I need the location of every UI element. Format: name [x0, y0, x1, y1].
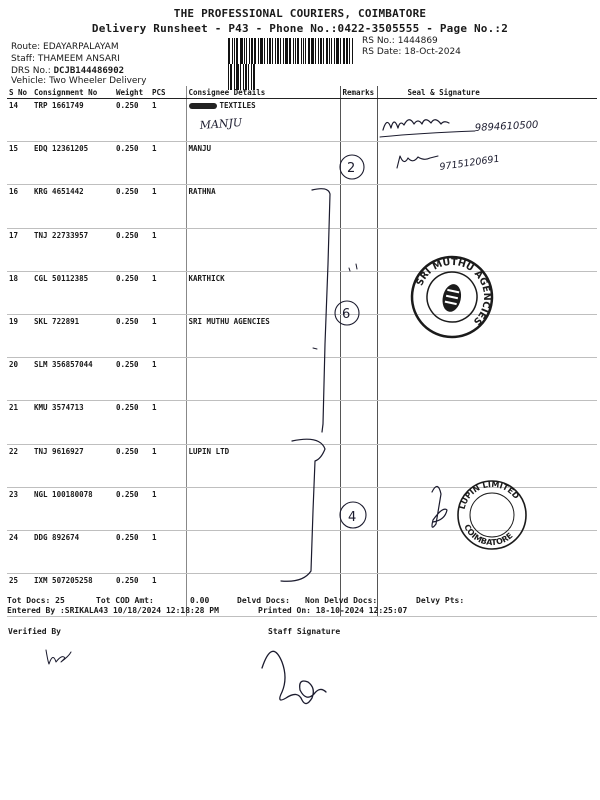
cell-consignment: EDQ 12361205 — [32, 142, 114, 185]
verified-by-label: Verified By — [8, 627, 61, 636]
col-weight: Weight — [114, 86, 150, 99]
tot-docs: Tot Docs: 25 — [7, 596, 65, 605]
cell-consignment: TNJ 22733957 — [32, 228, 114, 271]
consignee-text: TEXTILES — [219, 101, 256, 110]
cell-consignment: SKL 722891 — [32, 314, 114, 357]
handwritten-name-row14: MANJU — [199, 116, 243, 132]
lupin-stamp — [458, 480, 526, 549]
vehicle-label: Vehicle: — [11, 76, 47, 86]
route-value: EDAYARPALAYAM — [43, 42, 119, 52]
cell-consignee: KARTHICK — [186, 271, 340, 314]
bracket-tick — [313, 348, 317, 349]
route-label: Route: — [11, 42, 41, 52]
cell-pcs: 1 — [150, 185, 186, 228]
verified-by-initials — [46, 650, 71, 664]
delvd-docs: Delvd Docs: — [237, 596, 290, 605]
cell-consignee: RATHNA — [186, 185, 340, 228]
cell-sno: 14 — [7, 99, 32, 142]
remark-number-row19: 6 — [342, 307, 351, 322]
cell-pcs: 1 — [150, 314, 186, 357]
cell-weight: 0.250 — [114, 99, 150, 142]
cell-sno: 24 — [7, 530, 32, 573]
col-seal-signature: Seal & Signature — [377, 86, 597, 99]
remark-number-row15: 2 — [347, 161, 356, 176]
staff-label: Staff: — [11, 54, 35, 64]
handwritten-phone-row14: 9894610500 — [474, 119, 539, 134]
drs-value: DCJB144486902 — [53, 66, 125, 76]
cell-consignment: KMU 3574713 — [32, 401, 114, 444]
cell-weight: 0.250 — [114, 358, 150, 401]
rs-date-value: 18-Oct-2024 — [404, 47, 461, 57]
rs-no-label: RS No.: — [362, 36, 395, 46]
stamp-lupin-top-text: LUPIN LIMITED — [457, 479, 521, 511]
cell-pcs: 1 — [150, 99, 186, 142]
cell-pcs: 1 — [150, 228, 186, 271]
cell-weight: 0.250 — [114, 444, 150, 487]
drs-label: DRS No.: — [11, 66, 51, 76]
bracket-line-upper — [312, 189, 330, 432]
cell-pcs: 1 — [150, 444, 186, 487]
remark-number-row24: 4 — [348, 510, 357, 525]
cell-consignment: IXM 507205258 — [32, 574, 114, 617]
cell-sno: 16 — [7, 185, 32, 228]
remark-circle-row24 — [340, 502, 366, 528]
signature-row15 — [397, 156, 438, 168]
cell-weight: 0.250 — [114, 271, 150, 314]
svg-text:COIMBATORE — [462, 523, 514, 547]
cell-consignment: SLM 356857044 — [32, 358, 114, 401]
cell-sno: 20 — [7, 358, 32, 401]
cell-weight: 0.250 — [114, 142, 150, 185]
col-pcs: PCS — [150, 86, 186, 99]
sri-muthu-stamp — [405, 249, 500, 344]
stamp-lupin-bottom-text: COIMBATORE — [462, 522, 515, 548]
tot-cod-value: 0.00 — [190, 596, 210, 605]
staff-signature-label: Staff Signature — [268, 627, 341, 636]
cell-consignee: MANJU — [186, 142, 340, 185]
remark-circle-row15 — [340, 155, 364, 179]
runsheet-title: Delivery Runsheet - P43 - Phone No.:0422-3505555 - Page No.:2 — [91, 22, 509, 35]
cell-weight: 0.250 — [114, 530, 150, 573]
ink-mark — [349, 268, 350, 271]
remark-circle-row19 — [335, 301, 359, 325]
cell-sno: 23 — [7, 487, 32, 530]
cell-weight: 0.250 — [114, 574, 150, 617]
cell-consignment: TRP 1661749 — [32, 99, 114, 142]
cell-weight: 0.250 — [114, 314, 150, 357]
cell-consignment: NGL 100180078 — [32, 487, 114, 530]
cell-sno: 15 — [7, 142, 32, 185]
tot-cod-label: Tot COD Amt: — [96, 596, 154, 605]
staff-value: THAMEEM ANSARI — [37, 54, 120, 64]
cell-sno: 18 — [7, 271, 32, 314]
cell-pcs: 1 — [150, 358, 186, 401]
stamp-sri-muthu-text: SRI MUTHU AGENCIES — [414, 256, 493, 327]
staff-signature-scribble — [262, 651, 326, 703]
cell-pcs: 1 — [150, 530, 186, 573]
printed-on: Printed On: 18-10-2024 12:25:07 — [258, 606, 408, 615]
non-delvd-docs: Non Delvd Docs: — [305, 596, 378, 605]
cell-sno: 19 — [7, 314, 32, 357]
col-sno: S No — [7, 86, 32, 99]
bracket-line-lower — [281, 439, 325, 581]
cell-pcs: 1 — [150, 574, 186, 617]
cell-consignment: DDG 892674 — [32, 530, 114, 573]
cell-pcs: 1 — [150, 142, 186, 185]
signature-row14 — [380, 120, 475, 137]
cell-sno: 17 — [7, 228, 32, 271]
company-title: THE PROFESSIONAL COURIERS, COIMBATORE — [173, 7, 427, 20]
cell-weight: 0.250 — [114, 228, 150, 271]
rs-date-label: RS Date: — [362, 47, 402, 57]
col-consignment: Consignment No — [32, 86, 114, 99]
handwritten-phone-row15: 9715120691 — [438, 153, 501, 173]
entered-by: Entered By :SRIKALA43 10/18/2024 12:18:28 PM — [7, 606, 219, 615]
cell-pcs: 1 — [150, 401, 186, 444]
cell-sno: 21 — [7, 401, 32, 444]
cell-weight: 0.250 — [114, 487, 150, 530]
cell-pcs: 1 — [150, 487, 186, 530]
ink-mark — [356, 264, 357, 269]
cell-sno: 25 — [7, 574, 32, 617]
cell-weight: 0.250 — [114, 401, 150, 444]
cell-consignee: SRI MUTHU AGENCIES — [186, 314, 340, 357]
cell-weight: 0.250 — [114, 185, 150, 228]
cell-consignment: TNJ 9616927 — [32, 444, 114, 487]
rs-no-value: 1444869 — [397, 36, 438, 46]
col-consignee: Consignee Details — [186, 86, 340, 99]
cell-consignment: CGL 50112385 — [32, 271, 114, 314]
col-remarks: Remarks — [340, 86, 377, 99]
cell-sno: 22 — [7, 444, 32, 487]
vehicle-value: Two Wheeler Delivery — [49, 76, 147, 86]
cell-consignee: LUPIN LTD — [186, 444, 340, 487]
delvy-pts: Delvy Pts: — [416, 596, 465, 605]
cell-pcs: 1 — [150, 271, 186, 314]
cell-consignment: KRG 4651442 — [32, 185, 114, 228]
signature-lupin — [432, 486, 447, 527]
